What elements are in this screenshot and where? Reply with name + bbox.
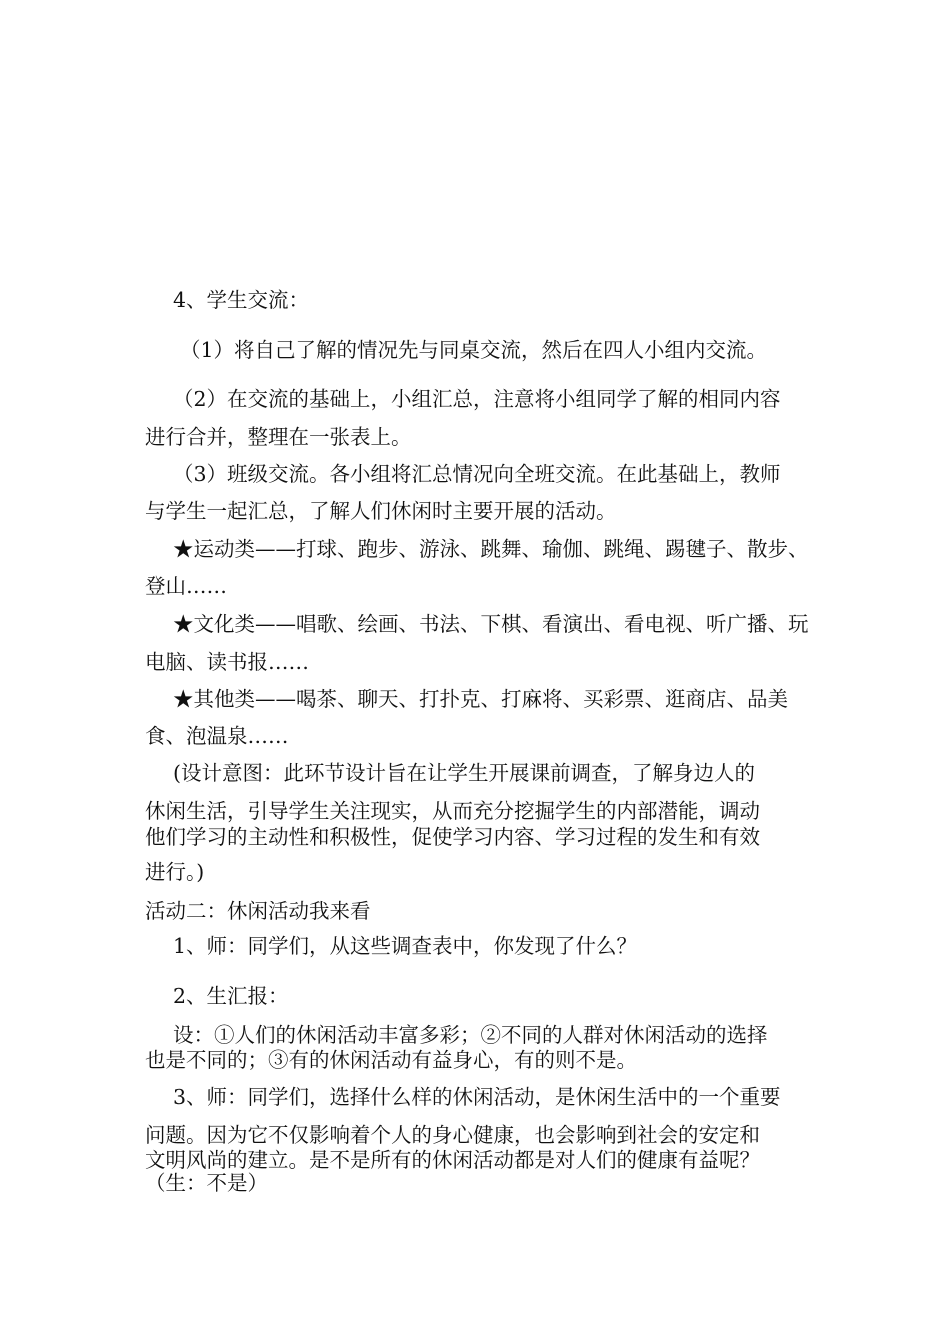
other-category-line: ★其他类——喝茶、聊天、打扑克、打麻将、买彩票、逛商店、品美 <box>173 687 788 711</box>
paragraph-line: 文明风尚的建立。是不是所有的休闲活动都是对人们的健康有益呢？ <box>145 1148 760 1172</box>
paragraph-line: （1）将自己了解的情况先与同桌交流，然后在四人小组内交流。 <box>180 338 768 362</box>
paragraph-line: 问题。因为它不仅影响着个人的身心健康，也会影响到社会的安定和 <box>145 1123 760 1147</box>
paragraph-line: 登山…… <box>145 574 227 598</box>
paragraph-line: 2、生汇报： <box>173 984 289 1008</box>
paragraph-line: 1、师：同学们，从这些调查表中，你发现了什么？ <box>173 934 638 958</box>
paragraph-line: 他们学习的主动性和积极性，促使学习内容、学习过程的发生和有效 <box>145 825 760 849</box>
paragraph-line: 3、师：同学们，选择什么样的休闲活动，是休闲生活中的一个重要 <box>173 1085 781 1109</box>
paragraph-line: 进行。) <box>145 860 205 884</box>
paragraph-line: （生：不是） <box>145 1171 268 1195</box>
paragraph-line: 设：①人们的休闲活动丰富多彩；②不同的人群对休闲活动的选择 <box>173 1023 768 1047</box>
paragraph-line: 也是不同的；③有的休闲活动有益身心，有的则不是。 <box>145 1048 637 1072</box>
paragraph-line: 进行合并，整理在一张表上。 <box>145 425 412 449</box>
paragraph-line: （3）班级交流。各小组将汇总情况向全班交流。在此基础上，教师 <box>173 462 781 486</box>
step-4-heading: 4、学生交流： <box>173 288 310 312</box>
paragraph-line: 休闲生活，引导学生关注现实，从而充分挖掘学生的内部潜能，调动 <box>145 799 760 823</box>
activity-2-heading: 活动二：休闲活动我来看 <box>145 899 371 923</box>
paragraph-line: （2）在交流的基础上，小组汇总，注意将小组同学了解的相同内容 <box>173 387 781 411</box>
paragraph-line: 电脑、读书报…… <box>145 650 309 674</box>
paragraph-line: 与学生一起汇总，了解人们休闲时主要开展的活动。 <box>145 499 617 523</box>
sports-category-line: ★运动类——打球、跑步、游泳、跳舞、瑜伽、跳绳、踢毽子、散步、 <box>173 537 809 561</box>
paragraph-line: 食、泡温泉…… <box>145 724 289 748</box>
design-intent-line: (设计意图：此环节设计旨在让学生开展课前调查，了解身边人的 <box>173 761 755 785</box>
culture-category-line: ★文化类——唱歌、绘画、书法、下棋、看演出、看电视、听广播、玩 <box>173 612 809 636</box>
